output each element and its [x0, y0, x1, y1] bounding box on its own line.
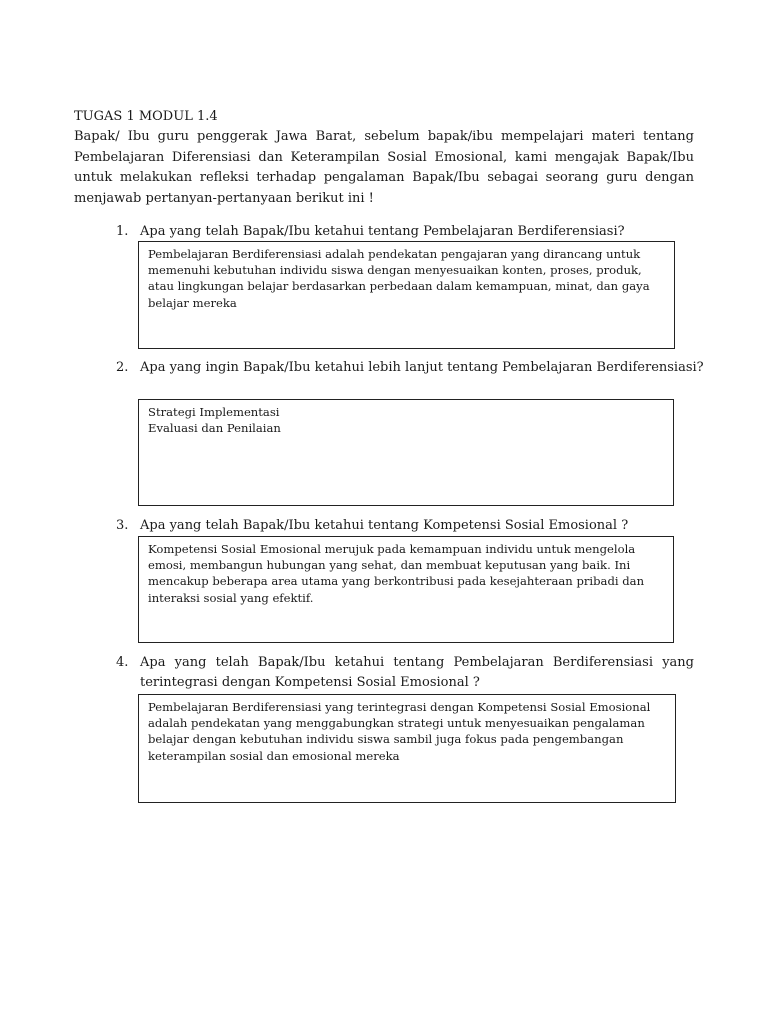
question-text: Apa yang ingin Bapak/Ibu ketahui lebih lanjut tentang Pembelajaran Berdiferensiasi?: [140, 360, 704, 375]
answer-line: memenuhi kebutuhan individu siswa dengan menyesuaikan konten, proses, produk,: [148, 263, 642, 278]
question-text: Apa yang telah Bapak/Ibu ketahui tentang Kompetensi Sosial Emosional ?: [140, 518, 629, 533]
question-text: Apa yang telah Bapak/Ibu ketahui tentang Pembelajaran Berdiferensiasi yang terintegrasi dengan Kompetensi Sosial Emosional ?: [140, 655, 694, 690]
question-number: 1.: [116, 224, 129, 239]
answer-line: belajar mereka: [148, 295, 237, 310]
answer-line: emosi, membangun hubungan yang sehat, dan membuat keputusan yang baik. Ini: [148, 558, 631, 573]
answer-line: Evaluasi dan Penilaian: [148, 421, 281, 436]
answer-line: mencakup beberapa area utama yang berkontribusi pada kesejahteraan pribadi dan: [148, 574, 645, 589]
question-number: 2.: [116, 360, 129, 375]
question-text: Apa yang telah Bapak/Ibu ketahui tentang Pembelajaran Berdiferensiasi?: [140, 224, 625, 239]
question-4: [116, 653, 694, 692]
answer-line: Kompetensi Sosial Emosional merujuk pada kemampuan individu untuk mengelola: [148, 542, 636, 556]
question-2: [116, 358, 704, 378]
document-title: TUGAS 1 MODUL 1.4: [74, 109, 218, 124]
answer-line: Pembelajaran Berdiferensiasi yang terintegrasi dengan Kompetensi Sosial Emosional: [148, 700, 651, 714]
answer-box-2[interactable]: [138, 399, 674, 506]
answer-line: Pembelajaran Berdiferensiasi adalah pendekatan pengajaran yang dirancang untuk: [148, 247, 641, 261]
answer-line: adalah pendekatan yang menggabungkan strategi untuk menyesuaikan pengalaman: [148, 716, 645, 731]
answer-line: Strategi Implementasi: [148, 405, 280, 419]
question-1: [116, 222, 694, 242]
answer-box-1[interactable]: [138, 241, 675, 349]
answer-line: interaksi sosial yang efektif.: [148, 590, 314, 605]
answer-box-4[interactable]: [138, 694, 676, 803]
answer-line: keterampilan sosial dan emosional mereka: [148, 748, 400, 763]
answer-line: belajar dengan kebutuhan individu siswa sambil juga fokus pada pengembangan: [148, 732, 624, 747]
question-number: 4.: [116, 655, 129, 670]
intro-paragraph: Bapak/ Ibu guru penggerak Jawa Barat, sebelum bapak/ibu mempelajari materi tentang Pembelajaran Diferensiasi dan Keterampilan Sosial Emosional, kami mengajak Bapak/Ibu untuk melakukan refleksi terhadap pengalaman Bapak/Ibu sebagai seorang guru dengan menjawab pertanyan-pertanyaan berikut ini !: [74, 129, 694, 206]
question-3: [116, 516, 694, 536]
answer-box-3[interactable]: [138, 536, 674, 643]
question-number: 3.: [116, 518, 129, 533]
answer-line: atau lingkungan belajar berdasarkan perbedaan dalam kemampuan, minat, dan gaya: [148, 279, 650, 294]
